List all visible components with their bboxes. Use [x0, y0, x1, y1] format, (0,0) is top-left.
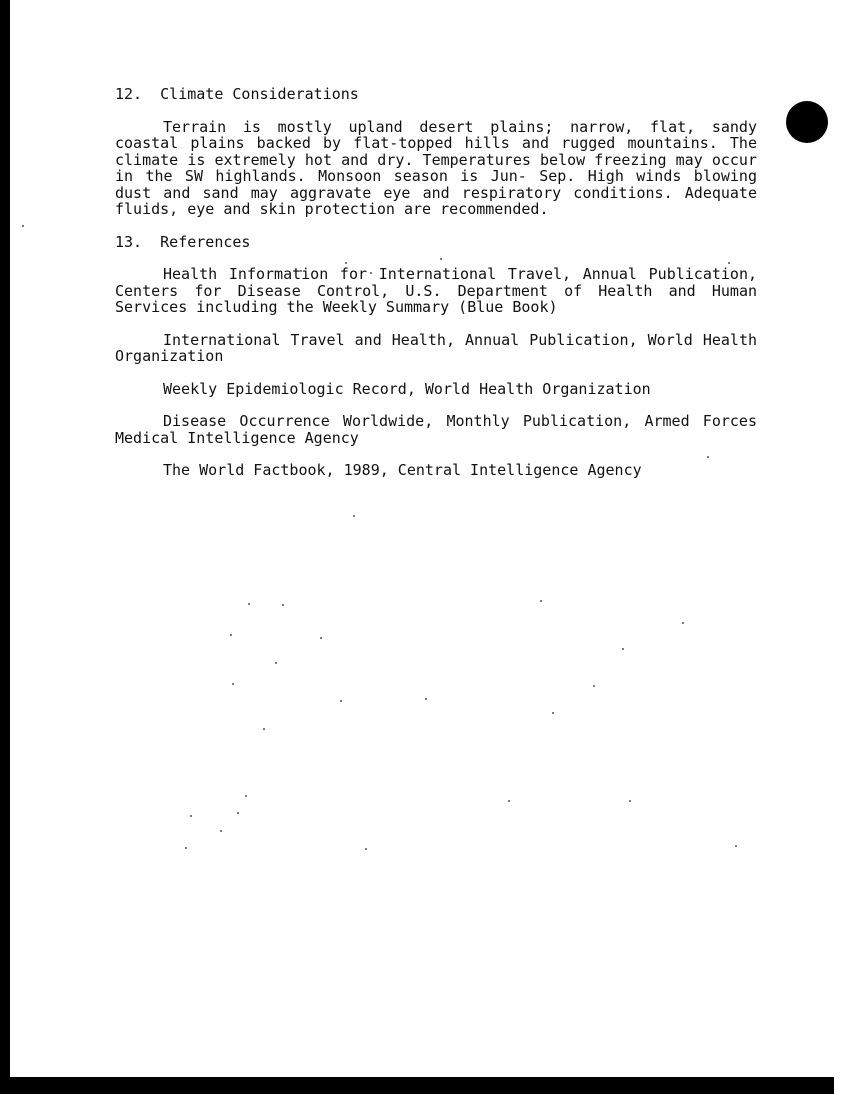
reference-item: International Travel and Health, Annual Publication, World Health Organization: [115, 330, 757, 365]
document-body: [115, 86, 757, 479]
reference-item: Weekly Epidemiologic Record, World Health Organization: [163, 379, 651, 398]
section-heading-climate: 12. Climate Considerations: [115, 85, 359, 103]
reference-item: The World Factbook, 1989, Central Intelligence Agency: [163, 461, 642, 479]
hole-punch-mark: [786, 101, 828, 143]
reference-item: Disease Occurrence Worldwide, Monthly Publication, Armed Forces Medical Intelligence Agency: [115, 412, 757, 447]
scan-border-left: [0, 0, 10, 1094]
section-heading-references: 13. References: [115, 232, 251, 251]
reference-item: Health Information for International Travel, Annual Publication, Centers for Disease Control, U.S. Department of Health and Human Services including the Weekly Summary (Blue Book): [115, 265, 757, 316]
climate-paragraph: Terrain is mostly upland desert plains; narrow, flat, sandy coastal plains backed by flat-topped hills and rugged mountains. The climate is extremely hot and dry. Temperatures below freezing may occur in the SW highlands. Monsoon season is Jun- Sep. High winds blowing dust and sand may aggravate eye and respiratory conditions. Adequate fluids, eye and skin protection are recommended.: [115, 117, 757, 218]
scan-border-bottom: [0, 1077, 834, 1094]
